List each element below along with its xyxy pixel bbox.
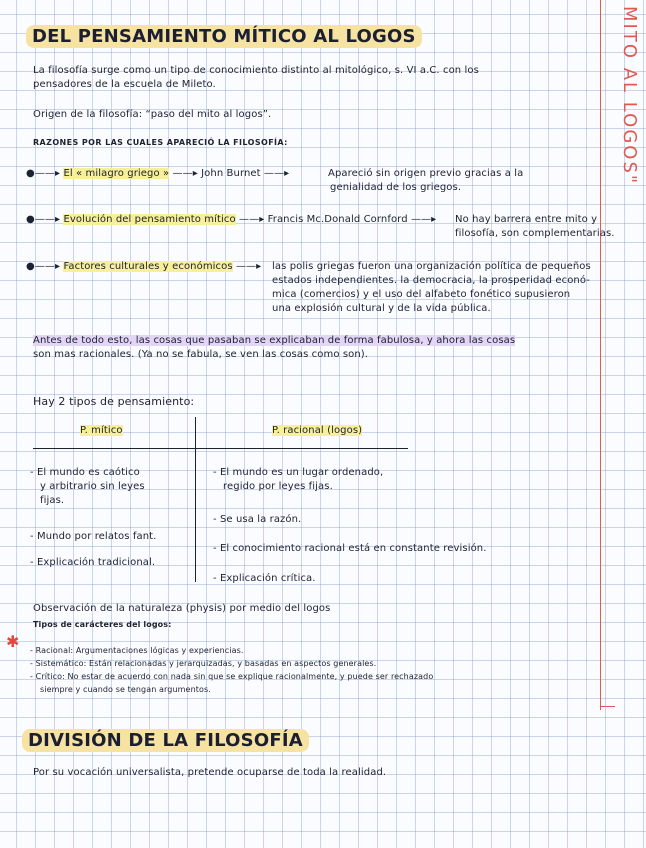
table-col2-item-3: - El conocimiento racional está en constante revisión. [213,543,487,554]
reasons-title: RAZONES POR LAS CUALES APARECIÓ LA FILOSOFÍA: [33,138,288,147]
before-text: Antes de todo esto, las cosas que pasaban se explicaban de forma fabulosa, y ahora las cosas son mas racionales. (Ya no se fabula, se ven las cosas como son). [33,335,516,360]
asterisk-icon: ✱ [6,632,20,651]
table-col1-item-1: - El mundo es caótico y arbitrario sin leyes fijas. [30,467,145,506]
table-col2-item-4: - Explicación crítica. [213,573,316,584]
heading-division: DIVISIÓN DE LA FILOSOFÍA [22,730,309,751]
types-title: Hay 2 tipos de pensamiento: [33,395,195,408]
reason-desc-3: las polis griegas fueron una organización política de pequeños estados independientes. la democracia, la prosperidad econó- mica (comercios) y el uso del alfabeto fonético supusieron una explosión cultural y de la vida pública. [272,261,591,314]
origin-text: Origen de la filosofía: “paso del mito al logos”. [33,109,272,120]
margin-line-end [601,706,615,707]
reason-row-3: ●——▸ Factores culturales y económicos ——▸ [26,261,262,272]
last-line: Por su vocación universalista, pretende ocuparse de toda la realidad. [33,767,387,778]
table-col1-item-2: - Mundo por relatos fant. [30,531,157,542]
table-col2-item-2: - Se usa la razón. [213,514,302,525]
reason-row-1: ●——▸ El « milagro griego » ——▸ John Burnet ——▸ [26,168,290,179]
table-divider [195,417,196,582]
table-col1-header: P. mítico [80,425,123,436]
margin-line [600,0,601,710]
reason-desc-2: No hay barrera entre mito y filosofía, son complementarias. [455,214,615,239]
characters-title: Tipos de carácteres del logos: [33,620,172,629]
table-col1-item-3: - Explicación tradicional. [30,557,156,568]
heading-mito-logos: DEL PENSAMIENTO MÍTICO AL LOGOS [26,26,422,47]
intro-text: La filosofía surge como un tipo de conocimiento distinto al mitológico, s. VI a.C. con los pensadores de la escuela de Mileto. [33,65,479,90]
side-title: MITO AL LOGOS" [619,6,640,186]
characters-list: - Racional: Argumentaciones lógicas y experiencias. - Sistemático: Están relacionadas y jerarquizadas, y basadas en aspectos generales. - Crítico: No estar de acuerdo con nada sin que se explique racionalmente, y puede ser rechazado siempre y cuando se tengan argumentos. [30,646,434,694]
reason-desc-1: Apareció sin origen previo gracias a la genialidad de los griegos. [328,168,524,193]
table-col2-item-1: - El mundo es un lugar ordenado, regido por leyes fijas. [213,467,384,492]
observation-text: Observación de la naturaleza (physis) por medio del logos [33,603,331,614]
table-col2-header: P. racional (logos) [272,425,363,436]
reason-row-2: ●——▸ Evolución del pensamiento mítico ——▸ Francis Mc.Donald Cornford ——▸ [26,214,437,225]
table-header-line [33,448,408,449]
